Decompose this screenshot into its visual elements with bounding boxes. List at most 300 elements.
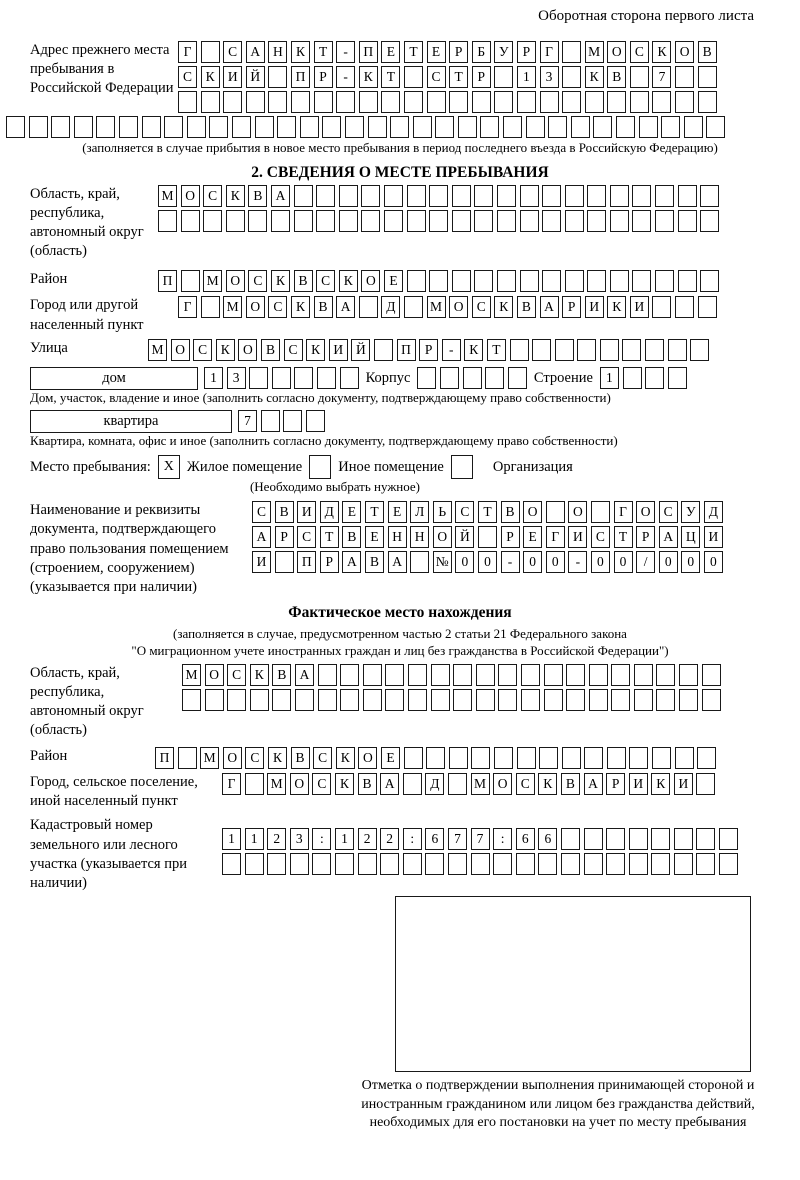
char-cell[interactable] xyxy=(498,689,517,711)
char-cell[interactable] xyxy=(431,689,450,711)
char-cell[interactable]: В xyxy=(275,501,294,523)
char-cell[interactable]: Д xyxy=(425,773,444,795)
char-cell[interactable] xyxy=(340,664,359,686)
char-cell[interactable]: 0 xyxy=(659,551,678,573)
char-cell[interactable]: А xyxy=(584,773,603,795)
char-cell[interactable] xyxy=(312,853,331,875)
char-cell[interactable] xyxy=(611,689,630,711)
char-cell[interactable] xyxy=(696,828,715,850)
char-cell[interactable] xyxy=(675,66,694,88)
char-cell[interactable] xyxy=(521,664,540,686)
char-cell[interactable]: Й xyxy=(455,526,474,548)
char-cell[interactable] xyxy=(158,210,177,232)
char-cell[interactable] xyxy=(562,91,581,113)
char-cell[interactable]: А xyxy=(252,526,271,548)
char-cell[interactable] xyxy=(449,747,468,769)
char-cell[interactable] xyxy=(404,747,423,769)
char-cell[interactable] xyxy=(623,367,642,389)
char-cell[interactable]: Е xyxy=(381,41,400,63)
char-cell[interactable] xyxy=(679,689,698,711)
char-cell[interactable] xyxy=(702,664,721,686)
char-cell[interactable] xyxy=(655,270,674,292)
char-cell[interactable]: Е xyxy=(523,526,542,548)
char-cell[interactable]: Т xyxy=(487,339,506,361)
char-cell[interactable] xyxy=(542,185,561,207)
char-cell[interactable]: М xyxy=(200,747,219,769)
char-cell[interactable] xyxy=(182,689,201,711)
char-cell[interactable]: 0 xyxy=(614,551,633,573)
char-cell[interactable] xyxy=(291,91,310,113)
char-cell[interactable]: 0 xyxy=(704,551,723,573)
char-cell[interactable] xyxy=(358,853,377,875)
char-cell[interactable] xyxy=(566,664,585,686)
char-cell[interactable]: Р xyxy=(275,526,294,548)
char-cell[interactable] xyxy=(562,41,581,63)
char-cell[interactable]: Т xyxy=(449,66,468,88)
char-cell[interactable] xyxy=(485,367,504,389)
char-cell[interactable] xyxy=(629,853,648,875)
char-cell[interactable] xyxy=(503,116,522,138)
char-cell[interactable] xyxy=(606,828,625,850)
char-cell[interactable] xyxy=(272,367,291,389)
char-cell[interactable]: О xyxy=(493,773,512,795)
char-cell[interactable] xyxy=(585,91,604,113)
char-cell[interactable]: Ь xyxy=(433,501,452,523)
char-cell[interactable] xyxy=(675,91,694,113)
char-cell[interactable] xyxy=(497,185,516,207)
char-cell[interactable] xyxy=(480,116,499,138)
char-cell[interactable] xyxy=(272,689,291,711)
char-cell[interactable] xyxy=(458,116,477,138)
char-cell[interactable] xyxy=(250,689,269,711)
char-cell[interactable] xyxy=(374,339,393,361)
char-cell[interactable]: П xyxy=(291,66,310,88)
char-cell[interactable] xyxy=(593,116,612,138)
char-cell[interactable] xyxy=(318,664,337,686)
char-cell[interactable] xyxy=(317,367,336,389)
char-cell[interactable] xyxy=(668,339,687,361)
char-cell[interactable]: А xyxy=(336,296,355,318)
char-cell[interactable]: К xyxy=(651,773,670,795)
char-cell[interactable] xyxy=(474,270,493,292)
stay-type-checkbox-other[interactable] xyxy=(309,455,331,479)
char-cell[interactable]: М xyxy=(427,296,446,318)
char-cell[interactable]: Б xyxy=(472,41,491,63)
char-cell[interactable]: Н xyxy=(388,526,407,548)
char-cell[interactable]: - xyxy=(568,551,587,573)
char-cell[interactable] xyxy=(227,689,246,711)
char-cell[interactable]: 1 xyxy=(517,66,536,88)
char-cell[interactable]: 3 xyxy=(540,66,559,88)
char-cell[interactable] xyxy=(339,210,358,232)
char-cell[interactable]: 2 xyxy=(380,828,399,850)
char-cell[interactable] xyxy=(471,747,490,769)
char-cell[interactable] xyxy=(181,270,200,292)
char-cell[interactable]: Г xyxy=(540,41,559,63)
char-cell[interactable] xyxy=(656,689,675,711)
char-cell[interactable]: 7 xyxy=(652,66,671,88)
char-cell[interactable] xyxy=(408,689,427,711)
char-cell[interactable] xyxy=(283,410,302,432)
char-cell[interactable]: Е xyxy=(365,526,384,548)
char-cell[interactable] xyxy=(555,339,574,361)
char-cell[interactable] xyxy=(700,270,719,292)
char-cell[interactable] xyxy=(634,664,653,686)
char-cell[interactable]: Р xyxy=(562,296,581,318)
char-cell[interactable]: Т xyxy=(478,501,497,523)
char-cell[interactable] xyxy=(268,91,287,113)
char-cell[interactable]: 2 xyxy=(358,828,377,850)
char-cell[interactable] xyxy=(493,853,512,875)
char-cell[interactable]: К xyxy=(335,773,354,795)
char-cell[interactable] xyxy=(429,270,448,292)
char-cell[interactable]: О xyxy=(246,296,265,318)
char-cell[interactable] xyxy=(652,91,671,113)
char-cell[interactable] xyxy=(435,116,454,138)
char-cell[interactable] xyxy=(232,116,251,138)
char-cell[interactable] xyxy=(294,185,313,207)
char-cell[interactable] xyxy=(587,210,606,232)
char-cell[interactable] xyxy=(508,367,527,389)
char-cell[interactable]: С xyxy=(630,41,649,63)
char-cell[interactable]: : xyxy=(312,828,331,850)
char-cell[interactable] xyxy=(178,747,197,769)
char-cell[interactable]: Й xyxy=(351,339,370,361)
char-cell[interactable] xyxy=(632,185,651,207)
char-cell[interactable] xyxy=(630,66,649,88)
char-cell[interactable]: И xyxy=(704,526,723,548)
char-cell[interactable] xyxy=(426,747,445,769)
char-cell[interactable]: 1 xyxy=(600,367,619,389)
char-cell[interactable] xyxy=(629,747,648,769)
char-cell[interactable] xyxy=(661,116,680,138)
char-cell[interactable] xyxy=(678,270,697,292)
char-cell[interactable] xyxy=(539,747,558,769)
char-cell[interactable]: А xyxy=(380,773,399,795)
char-cell[interactable] xyxy=(542,210,561,232)
char-cell[interactable]: У xyxy=(681,501,700,523)
char-cell[interactable]: Р xyxy=(636,526,655,548)
char-cell[interactable] xyxy=(201,296,220,318)
char-cell[interactable] xyxy=(521,689,540,711)
char-cell[interactable]: 0 xyxy=(546,551,565,573)
char-cell[interactable]: М xyxy=(223,296,242,318)
char-cell[interactable] xyxy=(652,296,671,318)
char-cell[interactable] xyxy=(600,339,619,361)
char-cell[interactable] xyxy=(610,210,629,232)
char-cell[interactable] xyxy=(517,747,536,769)
char-cell[interactable]: К xyxy=(359,66,378,88)
char-cell[interactable] xyxy=(417,367,436,389)
char-cell[interactable] xyxy=(494,747,513,769)
char-cell[interactable] xyxy=(696,853,715,875)
char-cell[interactable] xyxy=(674,853,693,875)
char-cell[interactable]: К xyxy=(268,747,287,769)
char-cell[interactable]: П xyxy=(359,41,378,63)
char-cell[interactable] xyxy=(544,689,563,711)
char-cell[interactable] xyxy=(255,116,274,138)
char-cell[interactable]: С xyxy=(455,501,474,523)
char-cell[interactable]: С xyxy=(245,747,264,769)
char-cell[interactable]: 1 xyxy=(204,367,223,389)
char-cell[interactable]: К xyxy=(271,270,290,292)
char-cell[interactable] xyxy=(203,210,222,232)
char-cell[interactable]: К xyxy=(652,41,671,63)
char-cell[interactable]: П xyxy=(297,551,316,573)
char-cell[interactable]: П xyxy=(397,339,416,361)
char-cell[interactable] xyxy=(295,689,314,711)
char-cell[interactable] xyxy=(300,116,319,138)
char-cell[interactable] xyxy=(407,185,426,207)
char-cell[interactable]: С xyxy=(591,526,610,548)
char-cell[interactable] xyxy=(448,773,467,795)
char-cell[interactable] xyxy=(494,91,513,113)
char-cell[interactable]: В xyxy=(358,773,377,795)
char-cell[interactable] xyxy=(429,210,448,232)
char-cell[interactable] xyxy=(675,747,694,769)
char-cell[interactable] xyxy=(652,747,671,769)
char-cell[interactable] xyxy=(452,210,471,232)
char-cell[interactable] xyxy=(684,116,703,138)
char-cell[interactable]: С xyxy=(284,339,303,361)
char-cell[interactable] xyxy=(267,853,286,875)
char-cell[interactable]: - xyxy=(336,41,355,63)
char-cell[interactable] xyxy=(449,91,468,113)
char-cell[interactable]: Т xyxy=(381,66,400,88)
char-cell[interactable]: В xyxy=(248,185,267,207)
char-cell[interactable]: Т xyxy=(614,526,633,548)
char-cell[interactable]: М xyxy=(585,41,604,63)
char-cell[interactable]: К xyxy=(306,339,325,361)
char-cell[interactable] xyxy=(520,185,539,207)
char-cell[interactable]: К xyxy=(291,41,310,63)
char-cell[interactable] xyxy=(584,828,603,850)
char-cell[interactable] xyxy=(532,339,551,361)
char-cell[interactable] xyxy=(96,116,115,138)
char-cell[interactable]: В xyxy=(294,270,313,292)
char-cell[interactable]: О xyxy=(361,270,380,292)
char-cell[interactable] xyxy=(306,410,325,432)
char-cell[interactable] xyxy=(589,664,608,686)
char-cell[interactable]: Р xyxy=(501,526,520,548)
char-cell[interactable] xyxy=(520,270,539,292)
char-cell[interactable]: В xyxy=(365,551,384,573)
char-cell[interactable]: Е xyxy=(388,501,407,523)
char-cell[interactable] xyxy=(494,66,513,88)
char-cell[interactable]: С xyxy=(252,501,271,523)
char-cell[interactable] xyxy=(385,664,404,686)
char-cell[interactable]: О xyxy=(433,526,452,548)
char-cell[interactable] xyxy=(656,664,675,686)
char-cell[interactable]: И xyxy=(674,773,693,795)
char-cell[interactable]: Г xyxy=(546,526,565,548)
char-cell[interactable] xyxy=(719,828,738,850)
char-cell[interactable]: 7 xyxy=(471,828,490,850)
char-cell[interactable] xyxy=(429,185,448,207)
char-cell[interactable] xyxy=(413,116,432,138)
char-cell[interactable] xyxy=(698,91,717,113)
char-cell[interactable]: К xyxy=(336,747,355,769)
char-cell[interactable] xyxy=(472,91,491,113)
char-cell[interactable] xyxy=(544,664,563,686)
char-cell[interactable] xyxy=(678,210,697,232)
char-cell[interactable] xyxy=(675,296,694,318)
char-cell[interactable] xyxy=(629,828,648,850)
char-cell[interactable]: - xyxy=(501,551,520,573)
char-cell[interactable] xyxy=(453,664,472,686)
char-cell[interactable]: Е xyxy=(381,747,400,769)
char-cell[interactable]: М xyxy=(158,185,177,207)
char-cell[interactable] xyxy=(565,185,584,207)
char-cell[interactable]: 1 xyxy=(335,828,354,850)
char-cell[interactable] xyxy=(510,339,529,361)
char-cell[interactable]: 0 xyxy=(681,551,700,573)
char-cell[interactable]: И xyxy=(630,296,649,318)
char-cell[interactable]: Г xyxy=(614,501,633,523)
char-cell[interactable] xyxy=(142,116,161,138)
char-cell[interactable] xyxy=(245,773,264,795)
char-cell[interactable] xyxy=(275,551,294,573)
char-cell[interactable] xyxy=(427,91,446,113)
char-cell[interactable]: Г xyxy=(178,41,197,63)
char-cell[interactable] xyxy=(223,91,242,113)
char-cell[interactable] xyxy=(340,689,359,711)
stay-type-checkbox-organization[interactable] xyxy=(451,455,473,479)
char-cell[interactable] xyxy=(380,853,399,875)
char-cell[interactable] xyxy=(268,66,287,88)
char-cell[interactable]: О xyxy=(607,41,626,63)
char-cell[interactable] xyxy=(322,116,341,138)
char-cell[interactable]: И xyxy=(629,773,648,795)
char-cell[interactable]: Т xyxy=(365,501,384,523)
char-cell[interactable] xyxy=(630,91,649,113)
char-cell[interactable] xyxy=(520,210,539,232)
char-cell[interactable]: Е xyxy=(342,501,361,523)
char-cell[interactable] xyxy=(363,689,382,711)
char-cell[interactable]: 1 xyxy=(222,828,241,850)
char-cell[interactable] xyxy=(651,828,670,850)
char-cell[interactable]: О xyxy=(290,773,309,795)
char-cell[interactable] xyxy=(698,66,717,88)
char-cell[interactable] xyxy=(526,116,545,138)
char-cell[interactable] xyxy=(478,526,497,548)
char-cell[interactable] xyxy=(384,210,403,232)
char-cell[interactable] xyxy=(476,689,495,711)
char-cell[interactable] xyxy=(201,41,220,63)
char-cell[interactable]: С xyxy=(227,664,246,686)
char-cell[interactable]: 2 xyxy=(267,828,286,850)
char-cell[interactable]: 6 xyxy=(425,828,444,850)
char-cell[interactable] xyxy=(339,185,358,207)
char-cell[interactable]: О xyxy=(449,296,468,318)
char-cell[interactable] xyxy=(294,367,313,389)
char-cell[interactable] xyxy=(335,853,354,875)
char-cell[interactable]: А xyxy=(271,185,290,207)
char-cell[interactable] xyxy=(363,664,382,686)
char-cell[interactable] xyxy=(316,185,335,207)
char-cell[interactable]: Л xyxy=(410,501,429,523)
char-cell[interactable] xyxy=(690,339,709,361)
char-cell[interactable] xyxy=(368,116,387,138)
char-cell[interactable]: 1 xyxy=(245,828,264,850)
char-cell[interactable] xyxy=(381,91,400,113)
char-cell[interactable]: В xyxy=(272,664,291,686)
char-cell[interactable] xyxy=(407,270,426,292)
char-cell[interactable] xyxy=(448,853,467,875)
char-cell[interactable] xyxy=(655,210,674,232)
char-cell[interactable]: О xyxy=(226,270,245,292)
char-cell[interactable]: К xyxy=(494,296,513,318)
char-cell[interactable]: О xyxy=(223,747,242,769)
char-cell[interactable] xyxy=(74,116,93,138)
char-cell[interactable] xyxy=(610,270,629,292)
char-cell[interactable]: 0 xyxy=(523,551,542,573)
char-cell[interactable]: Г xyxy=(178,296,197,318)
char-cell[interactable]: И xyxy=(223,66,242,88)
char-cell[interactable]: С xyxy=(297,526,316,548)
char-cell[interactable] xyxy=(565,270,584,292)
char-cell[interactable] xyxy=(452,270,471,292)
char-cell[interactable]: С xyxy=(516,773,535,795)
char-cell[interactable] xyxy=(119,116,138,138)
char-cell[interactable]: Р xyxy=(472,66,491,88)
char-cell[interactable] xyxy=(517,91,536,113)
char-cell[interactable] xyxy=(587,270,606,292)
char-cell[interactable]: О xyxy=(568,501,587,523)
char-cell[interactable] xyxy=(607,747,626,769)
char-cell[interactable] xyxy=(700,185,719,207)
char-cell[interactable]: К xyxy=(216,339,235,361)
char-cell[interactable] xyxy=(607,91,626,113)
char-cell[interactable] xyxy=(538,853,557,875)
char-cell[interactable]: С xyxy=(248,270,267,292)
char-cell[interactable]: С xyxy=(472,296,491,318)
char-cell[interactable]: А xyxy=(659,526,678,548)
char-cell[interactable] xyxy=(548,116,567,138)
char-cell[interactable] xyxy=(209,116,228,138)
char-cell[interactable]: Р xyxy=(449,41,468,63)
char-cell[interactable]: А xyxy=(295,664,314,686)
char-cell[interactable] xyxy=(410,551,429,573)
char-cell[interactable] xyxy=(674,828,693,850)
char-cell[interactable] xyxy=(361,185,380,207)
char-cell[interactable]: Д xyxy=(320,501,339,523)
char-cell[interactable] xyxy=(403,773,422,795)
char-cell[interactable]: : xyxy=(493,828,512,850)
char-cell[interactable]: Д xyxy=(704,501,723,523)
char-cell[interactable]: 6 xyxy=(538,828,557,850)
char-cell[interactable] xyxy=(201,91,220,113)
char-cell[interactable]: С xyxy=(313,747,332,769)
char-cell[interactable] xyxy=(384,185,403,207)
char-cell[interactable] xyxy=(645,367,664,389)
char-cell[interactable] xyxy=(294,210,313,232)
char-cell[interactable]: № xyxy=(433,551,452,573)
char-cell[interactable]: 6 xyxy=(516,828,535,850)
char-cell[interactable]: Т xyxy=(320,526,339,548)
char-cell[interactable]: В xyxy=(607,66,626,88)
char-cell[interactable]: Г xyxy=(222,773,241,795)
char-cell[interactable]: И xyxy=(568,526,587,548)
char-cell[interactable]: О xyxy=(523,501,542,523)
char-cell[interactable] xyxy=(561,828,580,850)
char-cell[interactable]: Ц xyxy=(681,526,700,548)
char-cell[interactable] xyxy=(679,664,698,686)
stay-type-checkbox-residential[interactable]: X xyxy=(158,455,180,479)
char-cell[interactable]: Р xyxy=(314,66,333,88)
char-cell[interactable] xyxy=(385,689,404,711)
char-cell[interactable] xyxy=(271,210,290,232)
